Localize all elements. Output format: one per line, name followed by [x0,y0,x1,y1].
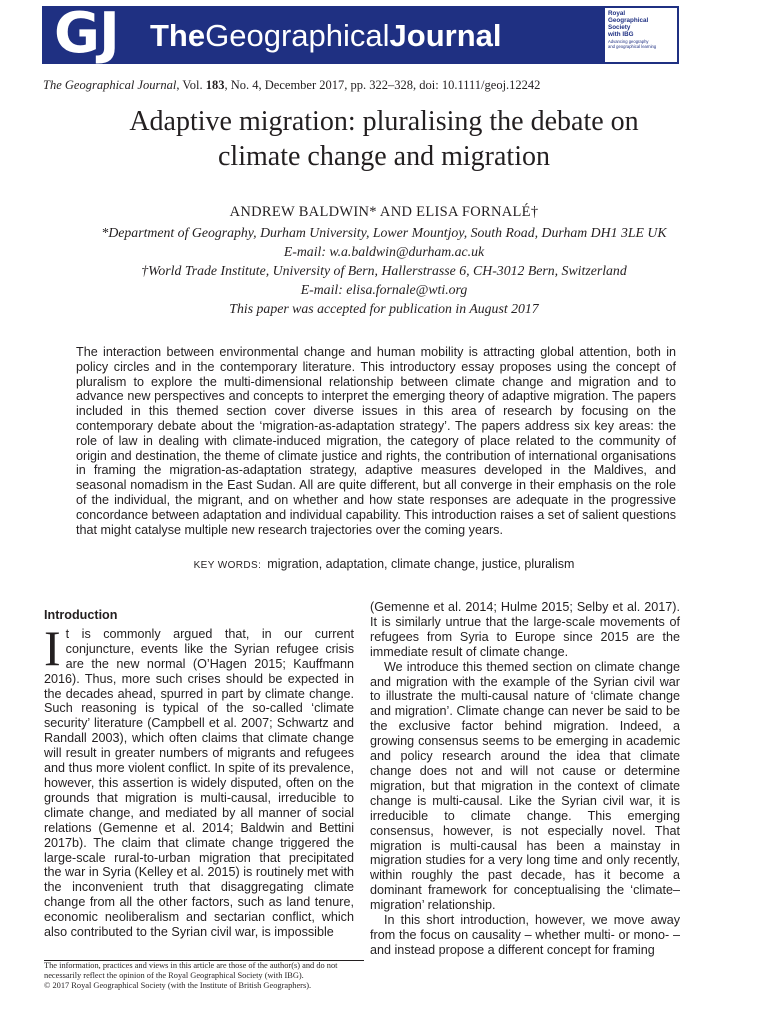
society-name: Royal Geographical Society with IBG [608,10,649,38]
citation-details: , No. 4, December 2017, pp. 322–328, doi: 10.1111/geoj.12242 [224,78,541,92]
citation-journal: The Geographical Journal [43,78,177,92]
section-heading: Introduction [44,608,118,622]
journal-title-bold: Journal [389,18,502,53]
abstract: The interaction between environmental change and human mobility is attracting global attention, both in policy circles and in the contemporary literature. This introductory essay proposes using the concept of pluralism to explore the multi-dimensional relationship between climate change and migration and to advance new perspectives and concepts to interpret the emerging theory of adaptive migration. The papers included in this themed section cover diverse issues in this area of research by focusing on the contemporary debate about the ‘migration-as-adaptation strategy’. The papers address six key areas: the role of law in dealing with climate-induced migration, the category of place related to the community of origin and destination, the theme of climate justice and rights, the contribution of international organisations in framing the migration-as-adaptation strategy, adaptive measures developed in the Maldives, and seasonal nomadism in the East Sudan. All are quite different, but all converge in their emphasis on the role of the individual, the migrant, and on whether and how state responses are adequate in the progressive concordance between adaptation and individual capability. This introduction raises a set of salient questions that might catalyse multiple new research trajectories over the coming years. [76,345,676,537]
journal-masthead [42,1,679,66]
citation-volume: 183 [205,78,225,92]
article-title-line2: climate change and migration [218,141,550,172]
acceptance-note: This paper was accepted for publication in August 2017 [229,301,539,316]
footnote-disclaimer: The information, practices and views in this article are those of the author(s) and do not necessarily reflect the opinion of the Royal Geographical Society (with IBG). [44,961,338,981]
body-column-left [44,600,354,940]
society-logo [605,8,677,62]
keywords-text: migration, adaptation, climate change, justice, pluralism [267,557,575,571]
paragraph-1-text: t is commonly argued that, in our current conjuncture, events like the Syrian refugee crisis are the new normal (O’Hagen 2015; Kauffmann 2016). Thus, more such crises should be expected in the decades ahead, spurred in part by climate change. Such reasoning is typical of the so-called ‘climate security’ literature (Campbell et al. 2007; Schwartz and Randall 2003), which often claims that climate change will result in greater numbers of migrants and refugees and thus more violent conflict. In spite of its prevalence, however, this assertion is widely disputed, often on the grounds that migration is multi-causal, irreducible to climate change, and mediated by all manner of social relations (Gemenne et al. 2014; Baldwin and Bettini 2017b). The claim that climate change triggered the large-scale rural-to-urban migration that precipitated the war in Syria (Kelley et al. 2015) is routinely met with the inconvenient truth that disaggregating climate change from all the other factors, such as land tenure, economic neoliberalism and sectarian conflict, which also contributed to the Syrian civil war, is impossible [44,626,354,940]
journal-logo: GJ [54,1,119,66]
paragraph-1-continued: (Gemenne et al. 2014; Hulme 2015; Selby et al. 2017). It is similarly untrue that the large-scale movements of refugees from Syria to Europe since 2015 are the immediate result of climate change. [370,600,680,659]
email-2: E-mail: elisa.fornale@wti.org [300,282,468,297]
keywords-label: KEY WORDS: [193,560,262,571]
article-title-line1: Adaptive migration: pluralising the debate on [129,106,639,137]
paragraph-2: We introduce this themed section on climate change and migration with the example of the Syrian civil war to illustrate the multi-causal nature of ‘climate change and migration’. Climate change can never be said to be the exclusive factor behind migration. Indeed, a growing consensus seems to be emerging in academic and policy research around the idea that climate change does not and will not cause or determine migration, but that migration in the context of climate change is multi-causal. Like the Syrian civil war, it is irreducible to climate change. This emerging consensus, however, is not especially novel. That migration is multi-causal has been a mainstay in migration studies for a very long time and only recently, within roughly the past decade, has it become a dominant framework for conceptualising the ‘climate–migration’ relationship. [370,659,680,913]
authors: ANDREW BALDWIN* AND ELISA FORNALÉ† [229,204,539,220]
journal-title [150,18,502,54]
keywords [40,557,728,571]
drop-cap: I [44,619,61,676]
affiliation-2: †World Trade Institute, University of Bern, Hallerstrasse 6, CH-3012 Bern, Switzerland [141,263,627,278]
footnote [44,960,364,992]
journal-title-prefix: The [150,18,206,53]
email-1: E-mail: w.a.baldwin@durham.ac.uk [283,244,485,259]
body-column-right [370,600,680,958]
affiliation-1: *Department of Geography, Durham University, Lower Mountjoy, South Road, Durham DH1 3LE UK [101,225,667,240]
journal-title-main: Geographical [205,18,390,53]
citation-line [43,78,540,93]
paragraph-1 [44,619,354,940]
footnote-copyright: © 2017 Royal Geographical Society (with the Institute of British Geographers). [44,981,312,991]
citation-vol-prefix: , Vol. [176,78,206,92]
paragraph-3: In this short introduction, however, we move away from the focus on causality – whether multi- or mono- – and instead propose a different concept for framing [370,913,680,957]
society-tagline: Advancing geography and geographical learning [608,39,657,49]
